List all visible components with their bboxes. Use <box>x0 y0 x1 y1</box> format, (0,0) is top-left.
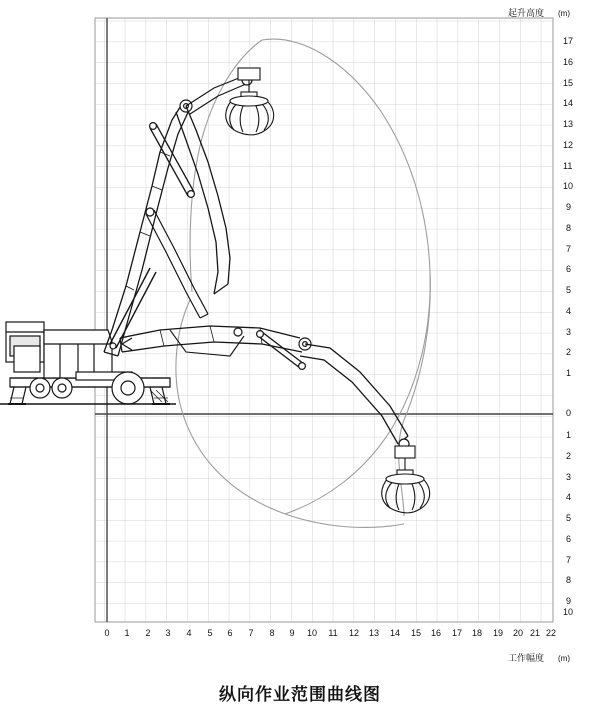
y-tick: 6 <box>566 264 572 274</box>
x-tick: 0 <box>104 628 110 638</box>
x-tick: 20 <box>512 628 523 638</box>
y-tick: 9 <box>566 596 572 606</box>
y-tick: 15 <box>563 78 574 88</box>
grid <box>95 18 553 622</box>
y-tick-zero: 0 <box>566 408 572 418</box>
x-tick: 7 <box>248 628 254 638</box>
x-tick: 5 <box>207 628 213 638</box>
x-tick: 18 <box>471 628 482 638</box>
x-tick: 21 <box>529 628 540 638</box>
x-tick: 19 <box>492 628 503 638</box>
x-tick: 3 <box>165 628 171 638</box>
figure-caption: 纵向作业范围曲线图 <box>219 685 381 705</box>
y-tick: 11 <box>563 161 573 171</box>
y-tick: 8 <box>566 223 572 233</box>
y-tick: 5 <box>566 285 572 295</box>
y-tick: 1 <box>566 368 572 378</box>
y-tick: 4 <box>566 492 572 502</box>
y-tick: 7 <box>566 244 572 254</box>
y-tick: 3 <box>566 472 572 482</box>
x-tick: 4 <box>186 628 192 638</box>
x-tick: 13 <box>368 628 379 638</box>
y-tick: 10 <box>563 607 574 617</box>
y-tick: 17 <box>563 36 574 46</box>
y-tick: 12 <box>563 140 574 150</box>
y-axis-title-text: 起升高度 <box>508 8 545 18</box>
y-axis-unit: (m) <box>558 9 571 18</box>
y-tick: 4 <box>566 306 572 316</box>
y-tick: 6 <box>566 534 572 544</box>
y-tick: 14 <box>563 98 574 108</box>
x-tick: 8 <box>269 628 275 638</box>
y-tick: 10 <box>563 181 574 191</box>
y-tick: 16 <box>563 57 574 67</box>
y-tick: 8 <box>566 575 572 585</box>
x-tick: 15 <box>410 628 421 638</box>
y-tick: 9 <box>566 202 572 212</box>
x-tick: 1 <box>124 628 130 638</box>
x-tick: 11 <box>328 628 338 638</box>
x-tick: 12 <box>348 628 359 638</box>
x-tick: 6 <box>227 628 233 638</box>
x-tick: 10 <box>306 628 317 638</box>
x-axis-unit: (m) <box>558 654 571 663</box>
x-tick: 16 <box>430 628 441 638</box>
y-tick: 13 <box>563 119 574 129</box>
x-tick: 9 <box>289 628 295 638</box>
y-tick: 1 <box>566 430 572 440</box>
y-tick: 3 <box>566 327 572 337</box>
y-tick: 5 <box>566 513 572 523</box>
x-tick: 22 <box>545 628 556 638</box>
x-tick: 2 <box>145 628 151 638</box>
x-tick: 14 <box>389 628 400 638</box>
y-tick: 7 <box>566 555 572 565</box>
x-axis-title-text: 工作幅度 <box>508 653 545 663</box>
y-tick: 2 <box>566 451 572 461</box>
x-tick: 17 <box>451 628 462 638</box>
y-tick: 2 <box>566 347 572 357</box>
